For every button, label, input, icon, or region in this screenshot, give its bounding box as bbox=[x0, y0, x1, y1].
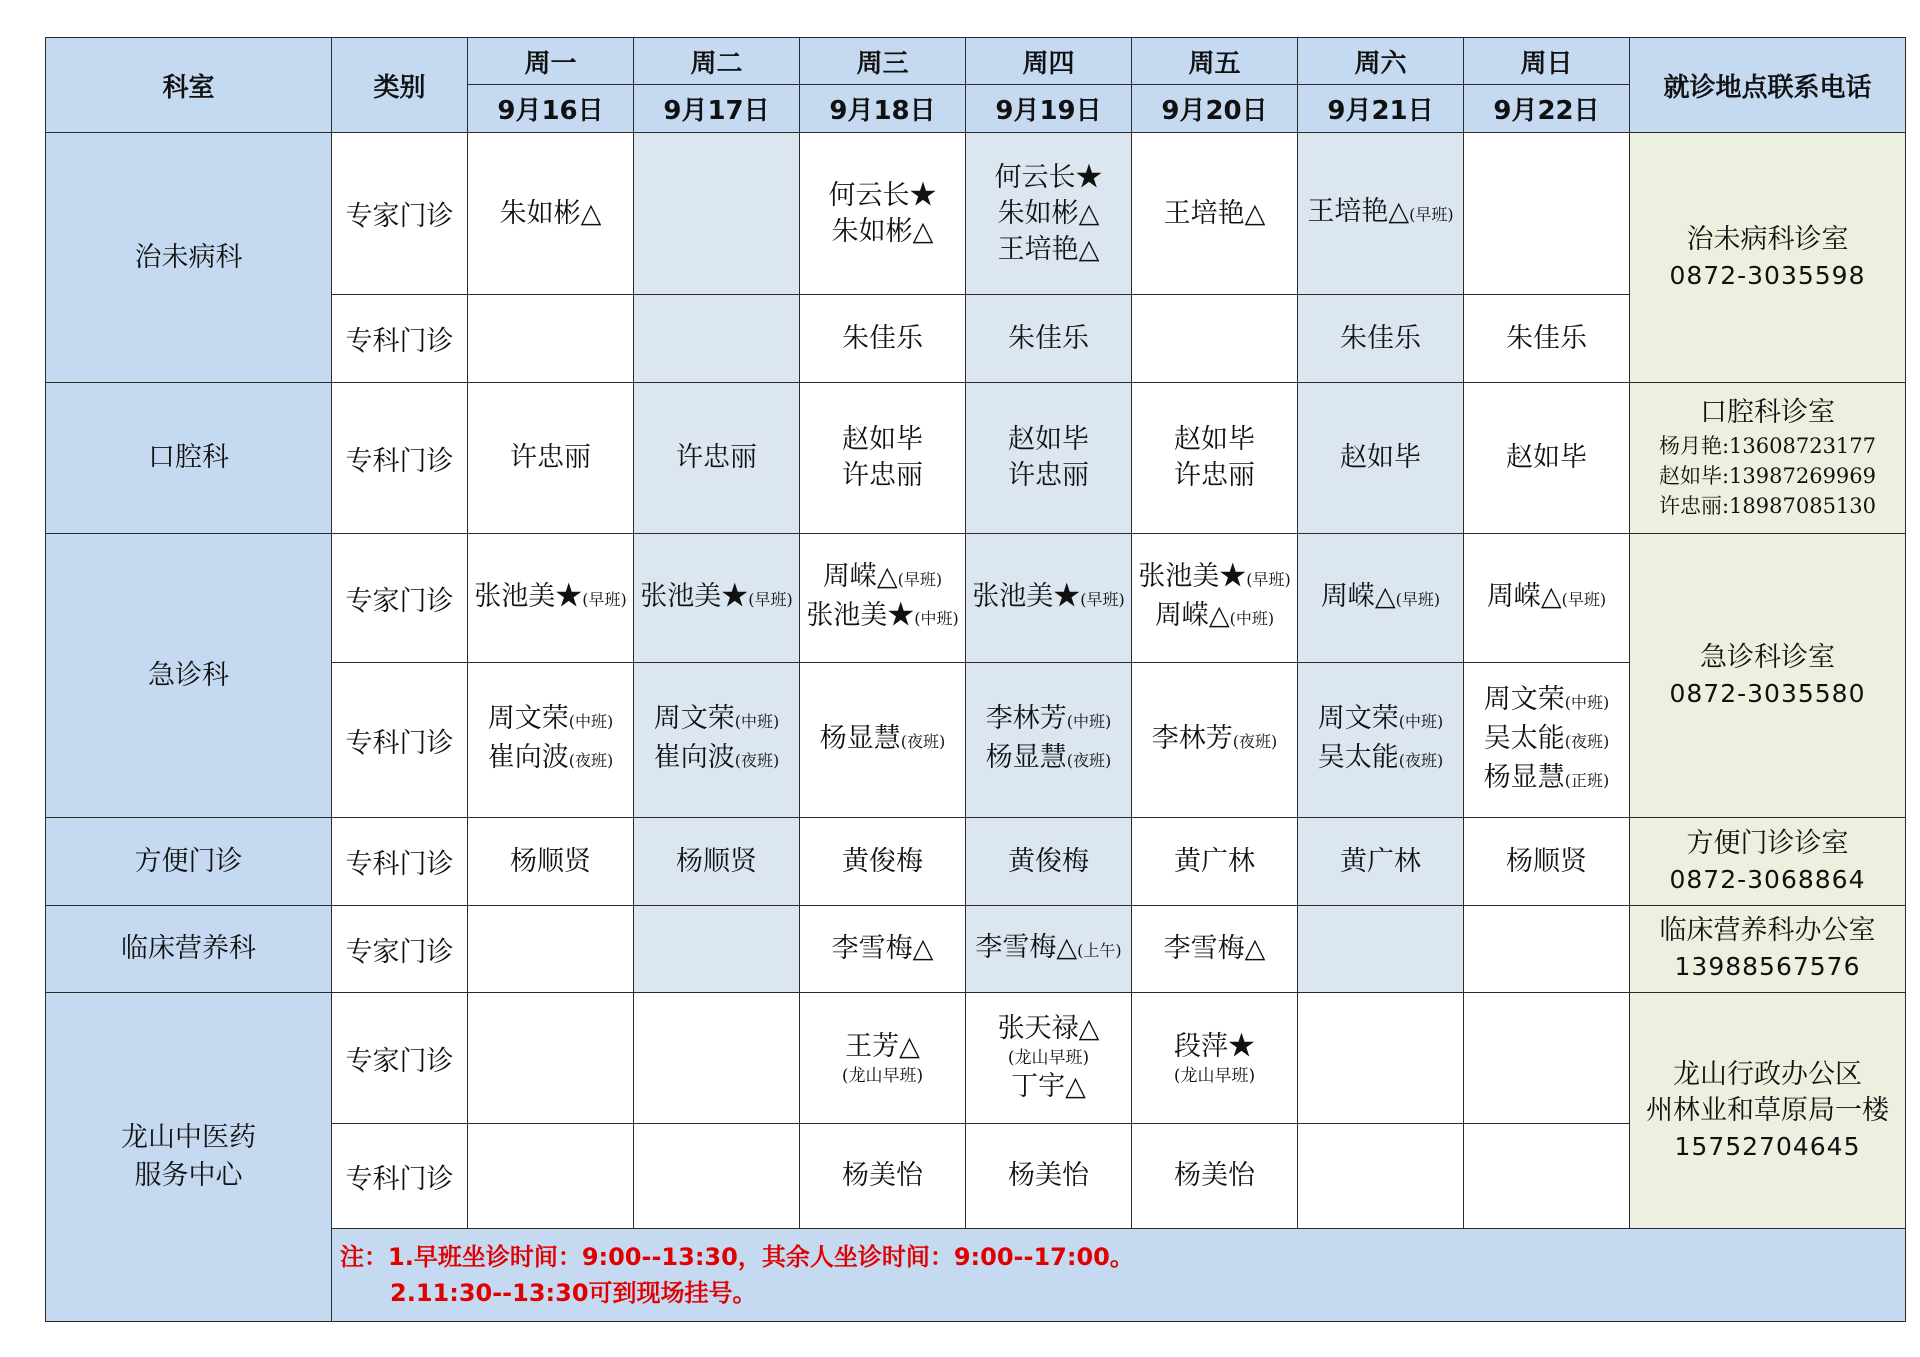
schedule-cell bbox=[800, 818, 966, 906]
schedule-cell bbox=[1132, 295, 1298, 383]
shift-tag: (中班) bbox=[1229, 609, 1275, 628]
doctor-name: 周文荣 bbox=[653, 703, 735, 734]
doctor-name: 王培艳△ bbox=[1163, 197, 1266, 229]
schedule-cell bbox=[1298, 663, 1464, 818]
location-fangbian bbox=[1630, 818, 1906, 906]
schedule-cell bbox=[634, 818, 800, 906]
doctor-name: 周文荣 bbox=[487, 703, 569, 734]
doctor-name: 周嵘△ bbox=[822, 561, 898, 592]
doctor-name: 王培艳△ bbox=[1307, 196, 1410, 227]
doctor-name: 朱佳乐 bbox=[1340, 322, 1421, 354]
shift-tag: (夜班) bbox=[1398, 751, 1444, 770]
doctor-name: 张池美★ bbox=[806, 600, 915, 631]
doctor-name: 周文荣 bbox=[1317, 703, 1399, 734]
header-date-fri: 9月20日 bbox=[1132, 85, 1298, 133]
schedule-cell bbox=[800, 993, 966, 1124]
shift-tag: (中班) bbox=[568, 712, 614, 731]
shift-tag: (中班) bbox=[734, 712, 780, 731]
doctor-name: 崔向波 bbox=[653, 742, 735, 773]
shift-tag: (夜班) bbox=[900, 731, 946, 751]
schedule-cell bbox=[1464, 993, 1630, 1124]
shift-tag: (夜班) bbox=[1564, 731, 1610, 751]
shift-tag: (龙山早班) bbox=[1007, 1048, 1090, 1068]
doctor-name: 杨顺贤 bbox=[1506, 845, 1587, 877]
shift-tag: (早班) bbox=[1080, 589, 1125, 609]
shift-tag: (早班) bbox=[1409, 205, 1454, 224]
header-weekday-wed: 周三 bbox=[800, 38, 966, 85]
schedule-cell bbox=[1298, 534, 1464, 663]
doctor-name: 黄俊梅 bbox=[1008, 845, 1089, 877]
contact-phone: 杨月艳:13608723177 bbox=[1658, 434, 1877, 458]
doctor-name: 朱如彬△ bbox=[997, 197, 1100, 229]
shift-tag: (早班) bbox=[582, 589, 627, 609]
schedule-cell bbox=[1464, 383, 1630, 534]
shift-tag: (中班) bbox=[1564, 692, 1610, 712]
shift-tag: (早班) bbox=[1561, 589, 1607, 609]
doctor-name: 张池美★ bbox=[640, 580, 749, 612]
header-weekday-fri: 周五 bbox=[1132, 38, 1298, 85]
contact-phone: 赵如毕:13987269969 bbox=[1658, 464, 1877, 488]
shift-tag: (龙山早班) bbox=[841, 1066, 924, 1086]
doctor-name: 赵如毕 bbox=[842, 424, 923, 455]
header-weekday-tue: 周二 bbox=[634, 38, 800, 85]
shift-tag: (夜班) bbox=[568, 751, 614, 770]
schedule-cell bbox=[634, 295, 800, 383]
schedule-cell bbox=[966, 295, 1132, 383]
doctor-name: 赵如毕 bbox=[1174, 424, 1255, 455]
shift-tag: (中班) bbox=[914, 609, 959, 628]
doctor-name: 杨美怡 bbox=[842, 1160, 923, 1191]
schedule-cell bbox=[800, 1124, 966, 1229]
doctor-name: 周文荣 bbox=[1483, 683, 1565, 715]
schedule-cell bbox=[1464, 295, 1630, 383]
shift-tag: (中班) bbox=[1066, 712, 1112, 731]
doctor-name: 许忠丽 bbox=[1008, 460, 1089, 491]
doctor-name: 张池美★ bbox=[972, 580, 1081, 612]
location-place: 口腔科诊室 bbox=[1700, 397, 1835, 428]
location-phone: 0872-3035598 bbox=[1669, 260, 1866, 290]
schedule-cell bbox=[1132, 1124, 1298, 1229]
schedule-cell bbox=[1464, 906, 1630, 993]
header-date-thu: 9月19日 bbox=[966, 85, 1132, 133]
dept-name-line1: 龙山中医药 bbox=[121, 1122, 256, 1153]
doctor-name: 王芳△ bbox=[845, 1031, 920, 1062]
category-specialty: 专科门诊 bbox=[332, 663, 468, 818]
header-date-wed: 9月18日 bbox=[800, 85, 966, 133]
location-yingyang bbox=[1630, 906, 1906, 993]
schedule-cell bbox=[634, 133, 800, 295]
category-expert: 专家门诊 bbox=[332, 906, 468, 993]
header-dept: 科室 bbox=[46, 38, 332, 133]
doctor-name: 赵如毕 bbox=[1008, 424, 1089, 455]
header-weekday-sun: 周日 bbox=[1464, 38, 1630, 85]
schedule-cell bbox=[1464, 663, 1630, 818]
doctor-name: 段萍★ bbox=[1174, 1031, 1255, 1062]
location-phone: 15752704645 bbox=[1674, 1131, 1861, 1161]
header-date-tue: 9月17日 bbox=[634, 85, 800, 133]
schedule-cell bbox=[1132, 906, 1298, 993]
dept-yingyang: 临床营养科 bbox=[46, 906, 332, 993]
schedule-cell bbox=[1464, 818, 1630, 906]
doctor-name: 李雪梅△ bbox=[831, 933, 934, 964]
dept-kouqiang: 口腔科 bbox=[46, 383, 332, 534]
doctor-name: 朱如彬△ bbox=[831, 215, 934, 247]
shift-tag: (正班) bbox=[1564, 770, 1610, 790]
schedule-table bbox=[45, 37, 1906, 1322]
schedule-cell bbox=[1298, 383, 1464, 534]
category-specialty: 专科门诊 bbox=[332, 383, 468, 534]
shift-tag: (夜班) bbox=[734, 751, 780, 770]
doctor-name: 杨美怡 bbox=[1174, 1160, 1255, 1191]
note-line-1: 注：1.早班坐诊时间：9:00--13:30，其余人坐诊时间：9:00--17:00。 bbox=[340, 1243, 1134, 1271]
schedule-cell bbox=[1132, 133, 1298, 295]
doctor-name: 朱佳乐 bbox=[1506, 322, 1587, 354]
shift-tag: (中班) bbox=[1398, 712, 1444, 731]
schedule-cell bbox=[1132, 663, 1298, 818]
location-longshan bbox=[1630, 993, 1906, 1229]
schedule-cell bbox=[468, 906, 634, 993]
schedule-cell bbox=[800, 534, 966, 663]
header-location: 就诊地点联系电话 bbox=[1630, 38, 1906, 133]
location-phone: 13988567576 bbox=[1674, 952, 1861, 981]
header-date-mon: 9月16日 bbox=[468, 85, 634, 133]
location-place: 临床营养科办公室 bbox=[1659, 915, 1876, 946]
schedule-cell bbox=[634, 993, 800, 1124]
category-specialty: 专科门诊 bbox=[332, 818, 468, 906]
doctor-name: 张天禄△ bbox=[997, 1013, 1100, 1044]
schedule-cell bbox=[468, 818, 634, 906]
schedule-cell bbox=[634, 663, 800, 818]
schedule-cell bbox=[1464, 1124, 1630, 1229]
doctor-name: 许忠丽 bbox=[510, 442, 591, 473]
doctor-name: 周嵘△ bbox=[1154, 600, 1230, 631]
schedule-cell bbox=[634, 534, 800, 663]
location-kouqiang bbox=[1630, 383, 1906, 534]
location-zhiweibing bbox=[1630, 133, 1906, 383]
schedule-cell bbox=[800, 295, 966, 383]
doctor-name: 杨显慧 bbox=[1483, 761, 1565, 793]
doctor-name: 杨顺贤 bbox=[510, 845, 591, 877]
header-date-sun: 9月22日 bbox=[1464, 85, 1630, 133]
schedule-cell bbox=[966, 1124, 1132, 1229]
schedule-cell bbox=[966, 818, 1132, 906]
shift-tag: (龙山早班) bbox=[1173, 1066, 1256, 1086]
doctor-name: 何云长★ bbox=[994, 161, 1103, 193]
location-place: 急诊科诊室 bbox=[1700, 641, 1835, 673]
doctor-name: 吴太能 bbox=[1483, 722, 1565, 754]
dept-longshan bbox=[46, 993, 332, 1322]
schedule-cell bbox=[966, 993, 1132, 1124]
schedule-cell bbox=[1298, 133, 1464, 295]
header-date-sat: 9月21日 bbox=[1298, 85, 1464, 133]
schedule-cell bbox=[966, 906, 1132, 993]
location-place: 方便门诊诊室 bbox=[1686, 827, 1849, 859]
schedule-cell bbox=[1132, 993, 1298, 1124]
category-expert: 专家门诊 bbox=[332, 534, 468, 663]
doctor-name: 李雪梅△ bbox=[975, 931, 1078, 963]
category-specialty: 专科门诊 bbox=[332, 1124, 468, 1229]
notes bbox=[332, 1229, 1906, 1322]
schedule-cell bbox=[634, 383, 800, 534]
schedule-cell bbox=[634, 906, 800, 993]
doctor-name: 李林芳 bbox=[1151, 722, 1233, 754]
schedule-cell bbox=[800, 906, 966, 993]
dept-zhiweibing: 治未病科 bbox=[46, 133, 332, 383]
shift-tag: (上午) bbox=[1077, 940, 1122, 960]
schedule-cell bbox=[468, 534, 634, 663]
header-weekday-thu: 周四 bbox=[966, 38, 1132, 85]
category-specialty: 专科门诊 bbox=[332, 295, 468, 383]
schedule-cell bbox=[1298, 295, 1464, 383]
doctor-name: 黄广林 bbox=[1340, 845, 1421, 877]
doctor-name: 何云长★ bbox=[828, 179, 937, 211]
location-phone: 0872-3035580 bbox=[1669, 678, 1866, 708]
doctor-name: 朱佳乐 bbox=[1008, 322, 1089, 354]
schedule-cell bbox=[1132, 534, 1298, 663]
shift-tag: (夜班) bbox=[1232, 731, 1278, 751]
schedule-cell bbox=[1464, 534, 1630, 663]
shift-tag: (早班) bbox=[748, 589, 793, 609]
location-line2: 州林业和草原局一楼 bbox=[1646, 1094, 1889, 1126]
doctor-name: 丁宇△ bbox=[1011, 1071, 1086, 1102]
doctor-name: 许忠丽 bbox=[1174, 460, 1255, 491]
doctor-name: 许忠丽 bbox=[842, 460, 923, 491]
dept-fangbian: 方便门诊 bbox=[46, 818, 332, 906]
doctor-name: 赵如毕 bbox=[1340, 442, 1421, 473]
header-category: 类别 bbox=[332, 38, 468, 133]
schedule-cell bbox=[800, 663, 966, 818]
note-line-2: 2.11:30--13:30可到现场挂号。 bbox=[390, 1279, 757, 1307]
doctor-name: 朱佳乐 bbox=[842, 322, 923, 354]
schedule-cell bbox=[1298, 993, 1464, 1124]
contact-phone: 许忠丽:18987085130 bbox=[1658, 494, 1877, 518]
schedule-cell bbox=[468, 663, 634, 818]
schedule-cell bbox=[800, 383, 966, 534]
schedule-cell bbox=[966, 383, 1132, 534]
shift-tag: (早班) bbox=[897, 570, 943, 589]
doctor-name: 李雪梅△ bbox=[1163, 933, 1266, 964]
doctor-name: 杨顺贤 bbox=[676, 845, 757, 877]
doctor-name: 周嵘△ bbox=[1486, 580, 1562, 612]
doctor-name: 王培艳△ bbox=[997, 233, 1100, 265]
doctor-name: 赵如毕 bbox=[1506, 442, 1587, 473]
schedule-cell bbox=[800, 133, 966, 295]
schedule-cell bbox=[468, 1124, 634, 1229]
schedule-cell bbox=[966, 663, 1132, 818]
dept-name-line2: 服务中心 bbox=[134, 1160, 243, 1191]
shift-tag: (早班) bbox=[1395, 589, 1441, 609]
schedule-cell bbox=[1132, 383, 1298, 534]
category-expert: 专家门诊 bbox=[332, 133, 468, 295]
shift-tag: (夜班) bbox=[1066, 751, 1112, 770]
category-expert: 专家门诊 bbox=[332, 993, 468, 1124]
schedule-cell bbox=[1464, 133, 1630, 295]
schedule-cell bbox=[1298, 906, 1464, 993]
doctor-name: 杨显慧 bbox=[985, 742, 1067, 773]
schedule-cell bbox=[468, 993, 634, 1124]
header-weekday-mon: 周一 bbox=[468, 38, 634, 85]
doctor-name: 杨美怡 bbox=[1008, 1160, 1089, 1191]
schedule-cell bbox=[634, 1124, 800, 1229]
schedule-cell bbox=[1132, 818, 1298, 906]
doctor-name: 黄俊梅 bbox=[842, 845, 923, 877]
doctor-name: 崔向波 bbox=[487, 742, 569, 773]
schedule-cell bbox=[966, 133, 1132, 295]
doctor-name: 李林芳 bbox=[985, 703, 1067, 734]
doctor-name: 杨显慧 bbox=[819, 722, 901, 754]
location-place: 治未病科诊室 bbox=[1686, 223, 1849, 255]
location-line1: 龙山行政办公区 bbox=[1673, 1058, 1862, 1090]
location-phone: 0872-3068864 bbox=[1669, 864, 1866, 894]
schedule-cell bbox=[468, 133, 634, 295]
schedule-cell bbox=[1298, 1124, 1464, 1229]
doctor-name: 黄广林 bbox=[1174, 845, 1255, 877]
doctor-name: 吴太能 bbox=[1317, 742, 1399, 773]
doctor-name: 朱如彬△ bbox=[499, 197, 602, 229]
schedule-cell bbox=[468, 383, 634, 534]
doctor-name: 张池美★ bbox=[1138, 561, 1247, 592]
shift-tag: (早班) bbox=[1246, 570, 1291, 589]
doctor-name: 周嵘△ bbox=[1320, 580, 1396, 612]
doctor-name: 张池美★ bbox=[474, 580, 583, 612]
schedule-cell bbox=[468, 295, 634, 383]
header-weekday-sat: 周六 bbox=[1298, 38, 1464, 85]
location-jizhen bbox=[1630, 534, 1906, 818]
schedule-cell bbox=[966, 534, 1132, 663]
dept-jizhen: 急诊科 bbox=[46, 534, 332, 818]
schedule-cell bbox=[1298, 818, 1464, 906]
doctor-name: 许忠丽 bbox=[676, 442, 757, 473]
